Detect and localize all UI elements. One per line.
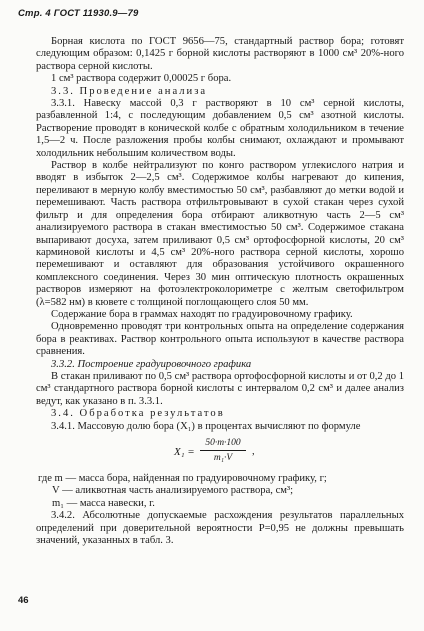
definition-line: m₁ — масса навески, г. — [52, 497, 155, 509]
formula-fraction — [200, 437, 246, 465]
paragraph: 3.3.1. Навеску массой 0,3 г растворяют в 10 см³ серной кислоты, разбавленной 1:4, с последующим добавлением 0,5 см³ азотной кислоты. Растворение проводят в конической колбе с обратным холодильником в течение 1,5—2 ч. После разложения пробы колбы снимают, охлаждают и промывают холодильник небольшим количеством воды. — [36, 98, 404, 159]
section-heading: 3.4. Обработка результатов — [51, 408, 225, 420]
formula — [36, 437, 404, 467]
page-number: 46 — [18, 595, 29, 606]
subsection-heading: 3.3.2. Построение градуировочного графика — [51, 358, 252, 370]
paragraph: 1 см³ раствора содержит 0,00025 г бора. — [51, 73, 232, 85]
body-text — [36, 36, 404, 547]
paragraph: 3.4.2. Абсолютные допускаемые расхождения результатов параллельных определений при доверительной вероятности P=0,95 не должны превышать значений, указанных в табл. 3. — [36, 510, 404, 547]
formula-lhs: X₁ = — [174, 446, 195, 458]
formula-trail: , — [252, 446, 255, 457]
paragraph: 3.4.1. Массовую долю бора (X₁) в процентах вычисляют по формуле — [51, 420, 361, 432]
paragraph: Одновременно проводят три контрольных опыта на определение содержания бора в реактивах. Раствор контрольного опыта используют в качестве раствора сравнения. — [36, 321, 404, 358]
formula-numerator: 50·m·100 — [200, 437, 246, 451]
paragraph: Содержание бора в граммах находят по градуировочному графику. — [51, 308, 353, 320]
paragraph: В стакан приливают по 0,5 см³ раствора ортофосфорной кислоты и от 0,2 до 1 см³ стандартного раствора борной кислоты с интервалом 0,2 см³ и далее анализ ведут, как указано в п. 3.3.1. — [36, 370, 404, 407]
paragraph: Борная кислота по ГОСТ 9656—75, стандартный раствор бора; готовят следующим образом: 0,1425 г борной кислоты растворяют в 1000 см³ 20%-ного раствора серной кислоты. — [36, 36, 404, 72]
page-header: Стр. 4 ГОСТ 11930.9—79 — [18, 8, 139, 19]
paragraph: Раствор в колбе нейтрализуют по конго раствором углекислого натрия и вводят в избыток 2—2,5 см³. Содержимое колбы нагревают до кипения, переливают в мерную колбу вместимостью 50 см³, разбавляют до метки водой и перемешивают. Часть раствора отфильтровывают в сухой стакан через сухой фильтр и для определения бора отбирают аликвотную часть 2—5 см³ анализируемого раствора в стакан вместимостью 50 см³. Содержимое стакана выпаривают досуха, затем приливают 0,5 см³ ортофосфорной кислоты, 20 см³ карминовой кислоты и 4,5 см³ 20%-ного раствора серной кислоты, хорошо перемешивают и оставляют для образования устойчивого окрашенного комплексного соединения. Через 30 мин оптическую плотность окрашенных растворов измеряют на фотоэлектроколориметре с желтым светофильтром (λ=582 нм) в кювете с толщиной поглощающего слоя 50 мм. — [36, 160, 404, 308]
section-heading: 3.3. Проведение анализа — [51, 85, 208, 97]
definition-line: где m — масса бора, найденная по градуировочному графику, г; — [38, 473, 327, 484]
formula-denominator: m₁·V — [213, 453, 233, 464]
definition-line: V — аликвотная часть анализируемого раствора, см³; — [52, 485, 294, 497]
